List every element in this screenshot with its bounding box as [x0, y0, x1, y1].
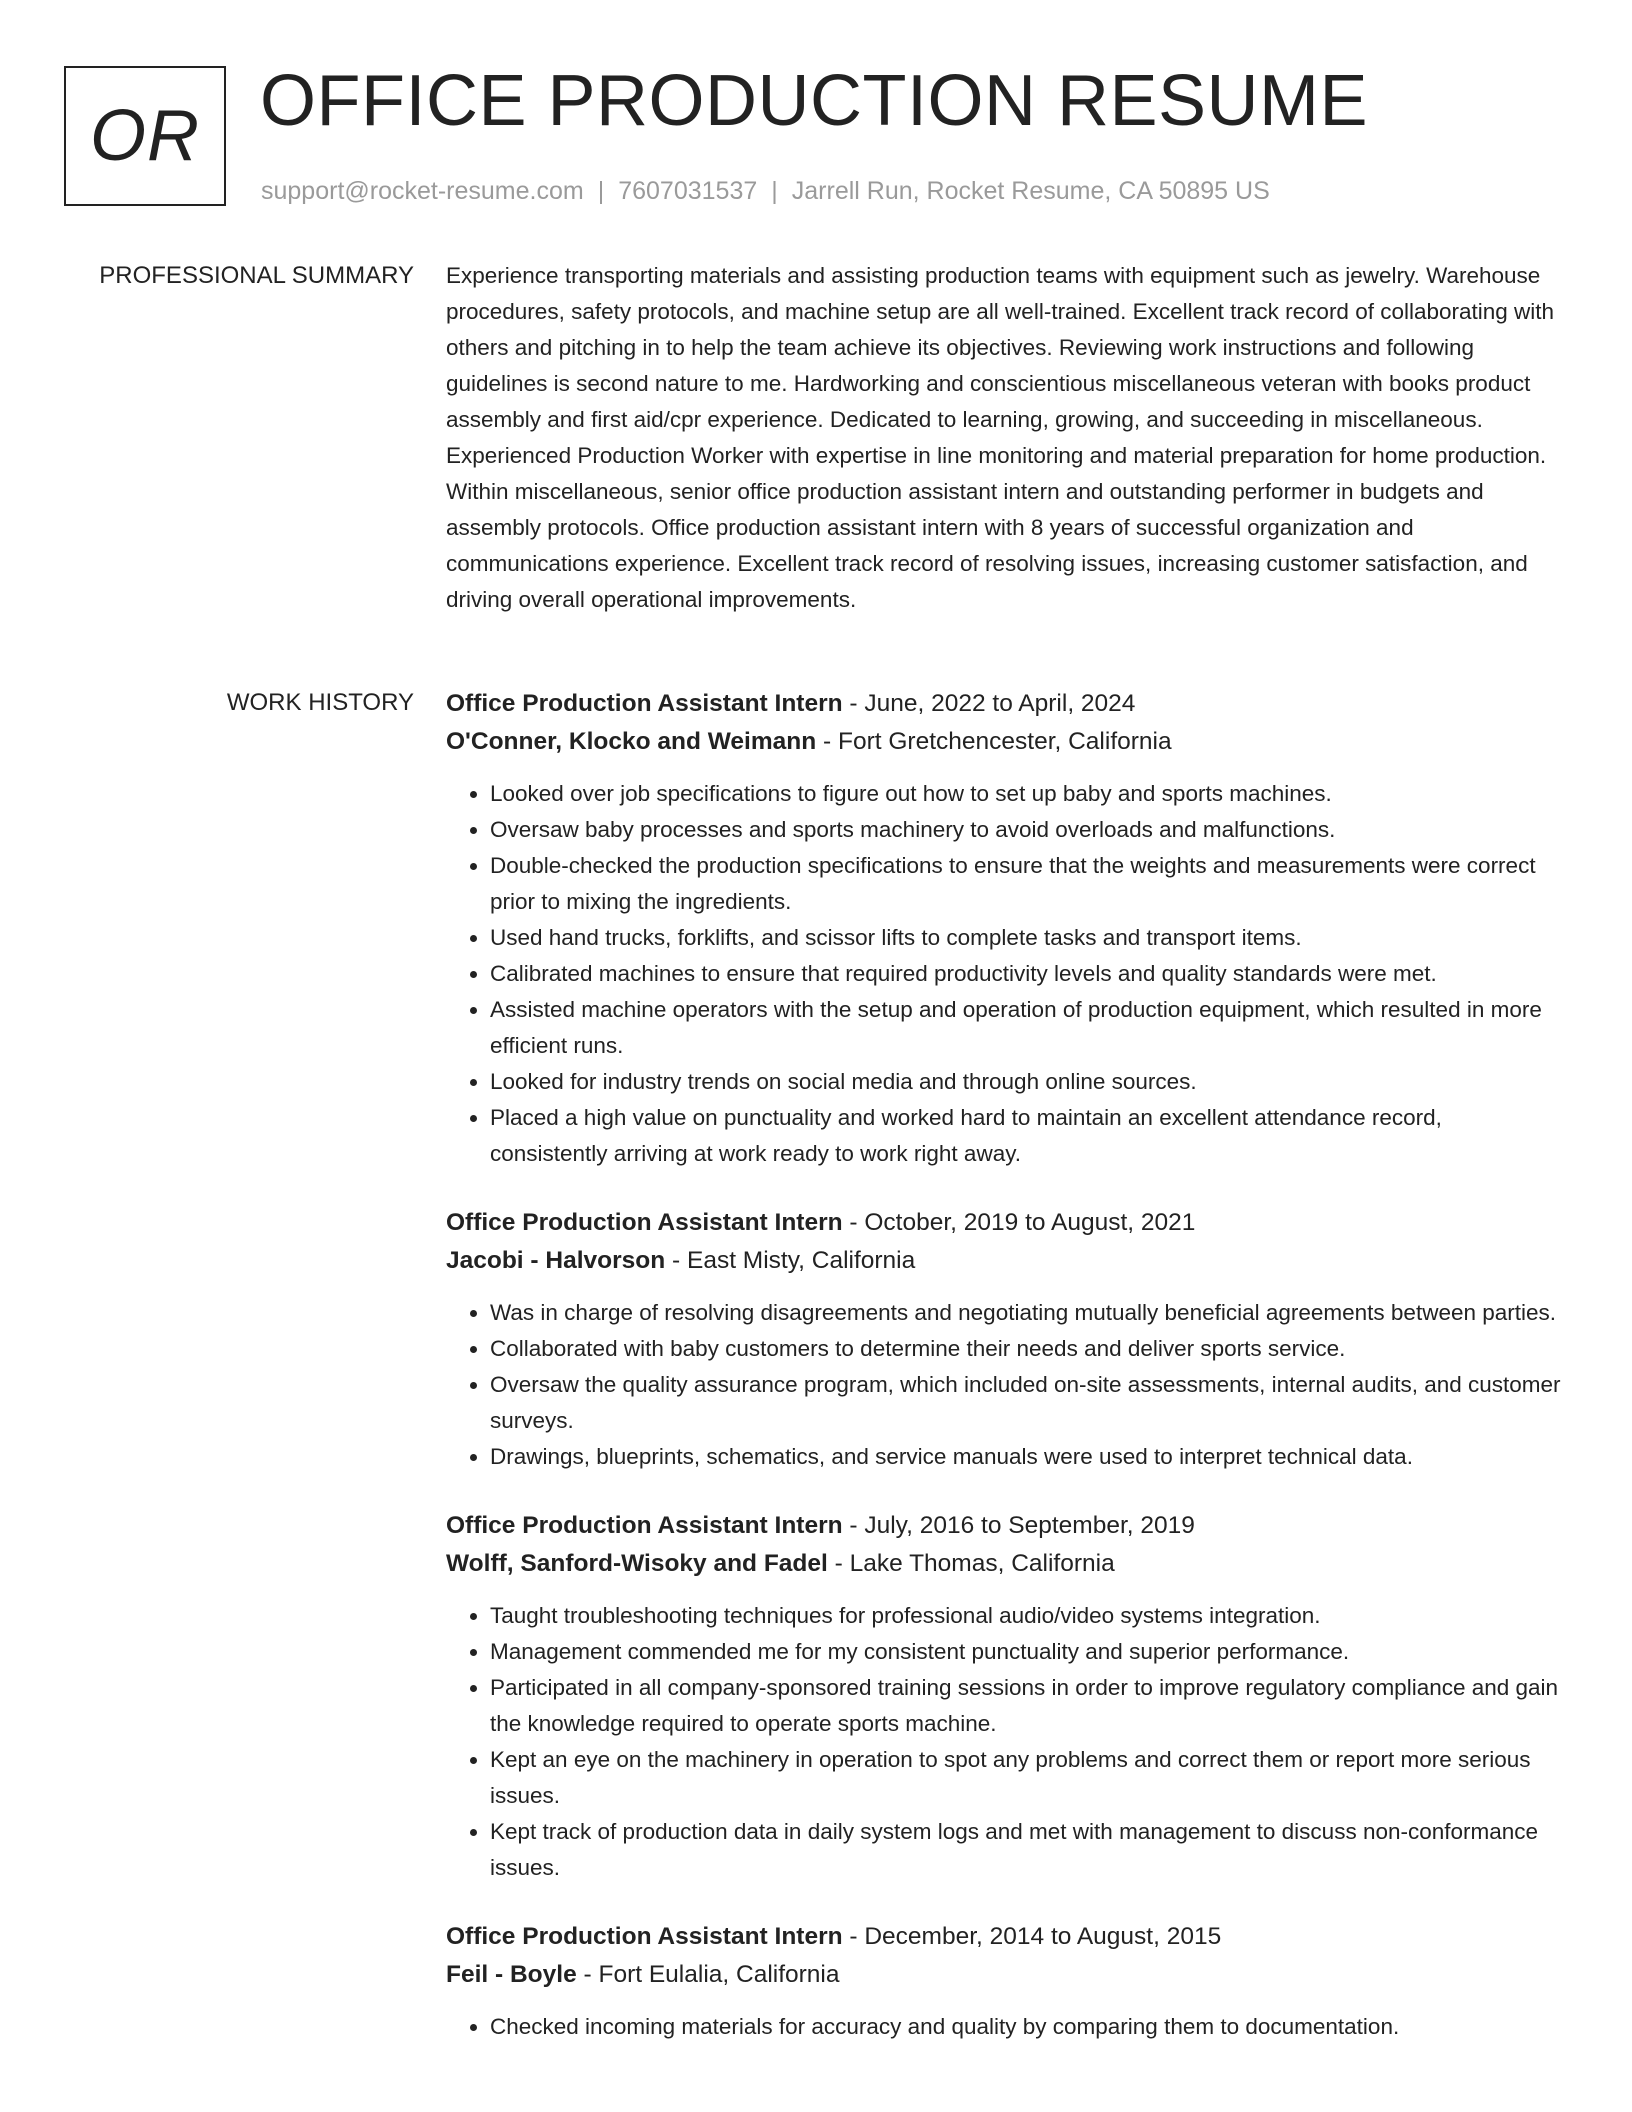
job-title-line: [446, 1918, 1561, 1956]
job-bullet: • Kept track of production data in daily system logs and met with management to discuss non-conformance issues.: [490, 1814, 1561, 1886]
job-bullet-list: [446, 2009, 1561, 2045]
job-entry: [446, 1204, 1561, 1475]
job-location: - Fort Gretchencester, California: [816, 728, 1172, 755]
job-company: Jacobi - Halvorson: [446, 1247, 666, 1274]
job-bullet: • Double-checked the production specifications to ensure that the weights and measurements were correct prior to mixing the ingredients.: [490, 848, 1561, 920]
job-entry: [446, 1507, 1561, 1886]
monogram-initials: OR: [90, 96, 200, 176]
section-label-summary: PROFESSIONAL SUMMARY: [99, 262, 414, 289]
summary-text: Experience transporting materials and assisting production teams with equipment such as jewelry. Warehouse procedures, safety protocols, and machine setup are all well-trained. Excellent track record of collaborating with others and pitching in to help the team achieve its objectives. Reviewing work instructions and following guidelines is second nature to me. Hardworking and conscientious miscellaneous veteran with books product assembly and first aid/cpr experience. Dedicated to learning, growing, and succeeding in miscellaneous. Experienced Production Worker with expertise in line monitoring and material preparation for home production. Within miscellaneous, senior office production assistant intern and outstanding performer in budgets and assembly protocols. Office production assistant intern with 8 years of successful organization and communications experience. Excellent track record of resolving issues, increasing customer satisfaction, and driving overall operational improvements.: [446, 263, 1555, 612]
job-company-line: [446, 723, 1561, 761]
job-title-line: [446, 1507, 1561, 1545]
job-bullet: • Taught troubleshooting techniques for professional audio/video systems integration.: [490, 1598, 1561, 1634]
contact-separator: |: [771, 177, 778, 205]
job-title: Office Production Assistant Intern: [446, 1923, 843, 1950]
job-title: Office Production Assistant Intern: [446, 1209, 843, 1236]
contact-email: support@rocket-resume.com: [261, 177, 584, 205]
job-bullet: • Participated in all company-sponsored training sessions in order to improve regulatory compliance and gain the knowledge required to operate sports machine.: [490, 1670, 1561, 1742]
job-bullet: • Used hand trucks, forklifts, and scissor lifts to complete tasks and transport items.: [490, 920, 1561, 956]
job-company-line: [446, 1545, 1561, 1583]
job-title: Office Production Assistant Intern: [446, 1512, 843, 1539]
job-bullet: • Oversaw baby processes and sports machinery to avoid overloads and malfunctions.: [490, 812, 1561, 848]
job-entry: [446, 1918, 1561, 2045]
job-bullet: • Was in charge of resolving disagreements and negotiating mutually beneficial agreements between parties.: [490, 1295, 1561, 1331]
job-company: Feil - Boyle: [446, 1961, 577, 1988]
section-label-work-history: WORK HISTORY: [226, 689, 414, 716]
resume-title: OFFICE PRODUCTION RESUME: [260, 61, 1369, 141]
job-bullet: • Checked incoming materials for accuracy and quality by comparing them to documentation.: [490, 2009, 1561, 2045]
job-dates: - July, 2016 to September, 2019: [842, 1512, 1195, 1539]
job-company: Wolff, Sanford-Wisoky and Fadel: [446, 1550, 828, 1577]
job-entry: [446, 685, 1561, 1172]
contact-line: [261, 174, 1270, 208]
job-title: Office Production Assistant Intern: [446, 690, 843, 717]
job-company-line: [446, 1242, 1561, 1280]
contact-separator: |: [597, 177, 605, 205]
job-bullet-list: [446, 1598, 1561, 1886]
job-location: - East Misty, California: [665, 1247, 916, 1274]
job-bullet: • Calibrated machines to ensure that required productivity levels and quality standards were met.: [490, 956, 1561, 992]
job-bullet: • Looked over job specifications to figure out how to set up baby and sports machines.: [490, 776, 1561, 812]
contact-address: Jarrell Run, Rocket Resume, CA 50895 US: [791, 177, 1270, 205]
job-location: - Fort Eulalia, California: [576, 1961, 840, 1988]
contact-phone: 7607031537: [618, 177, 758, 205]
job-bullet: • Kept an eye on the machinery in operation to spot any problems and correct them or report more serious issues.: [490, 1742, 1561, 1814]
job-bullet: • Oversaw the quality assurance program, which included on-site assessments, internal audits, and customer surveys.: [490, 1367, 1561, 1439]
job-bullet-list: [446, 776, 1561, 1172]
job-bullet: • Placed a high value on punctuality and worked hard to maintain an excellent attendance record, consistently arriving at work ready to work right away.: [490, 1100, 1561, 1172]
job-title-line: [446, 1204, 1561, 1242]
job-dates: - October, 2019 to August, 2021: [842, 1209, 1196, 1236]
monogram-box: [64, 66, 226, 206]
job-bullet: • Management commended me for my consistent punctuality and superior performance.: [490, 1634, 1561, 1670]
work-history-body: [446, 685, 1561, 2077]
job-bullet: • Collaborated with baby customers to determine their needs and deliver sports service.: [490, 1331, 1561, 1367]
job-bullet: • Looked for industry trends on social media and through online sources.: [490, 1064, 1561, 1100]
job-title-line: [446, 685, 1561, 723]
summary-body: [446, 258, 1561, 618]
job-bullet: • Assisted machine operators with the setup and operation of production equipment, which resulted in more efficient runs.: [490, 992, 1561, 1064]
job-location: - Lake Thomas, California: [827, 1550, 1115, 1577]
job-dates: - June, 2022 to April, 2024: [842, 690, 1136, 717]
job-company: O'Conner, Klocko and Weimann: [446, 728, 817, 755]
job-dates: - December, 2014 to August, 2015: [842, 1923, 1222, 1950]
job-bullet: • Drawings, blueprints, schematics, and service manuals were used to interpret technical data.: [490, 1439, 1561, 1475]
job-company-line: [446, 1956, 1561, 1994]
job-bullet-list: [446, 1295, 1561, 1475]
